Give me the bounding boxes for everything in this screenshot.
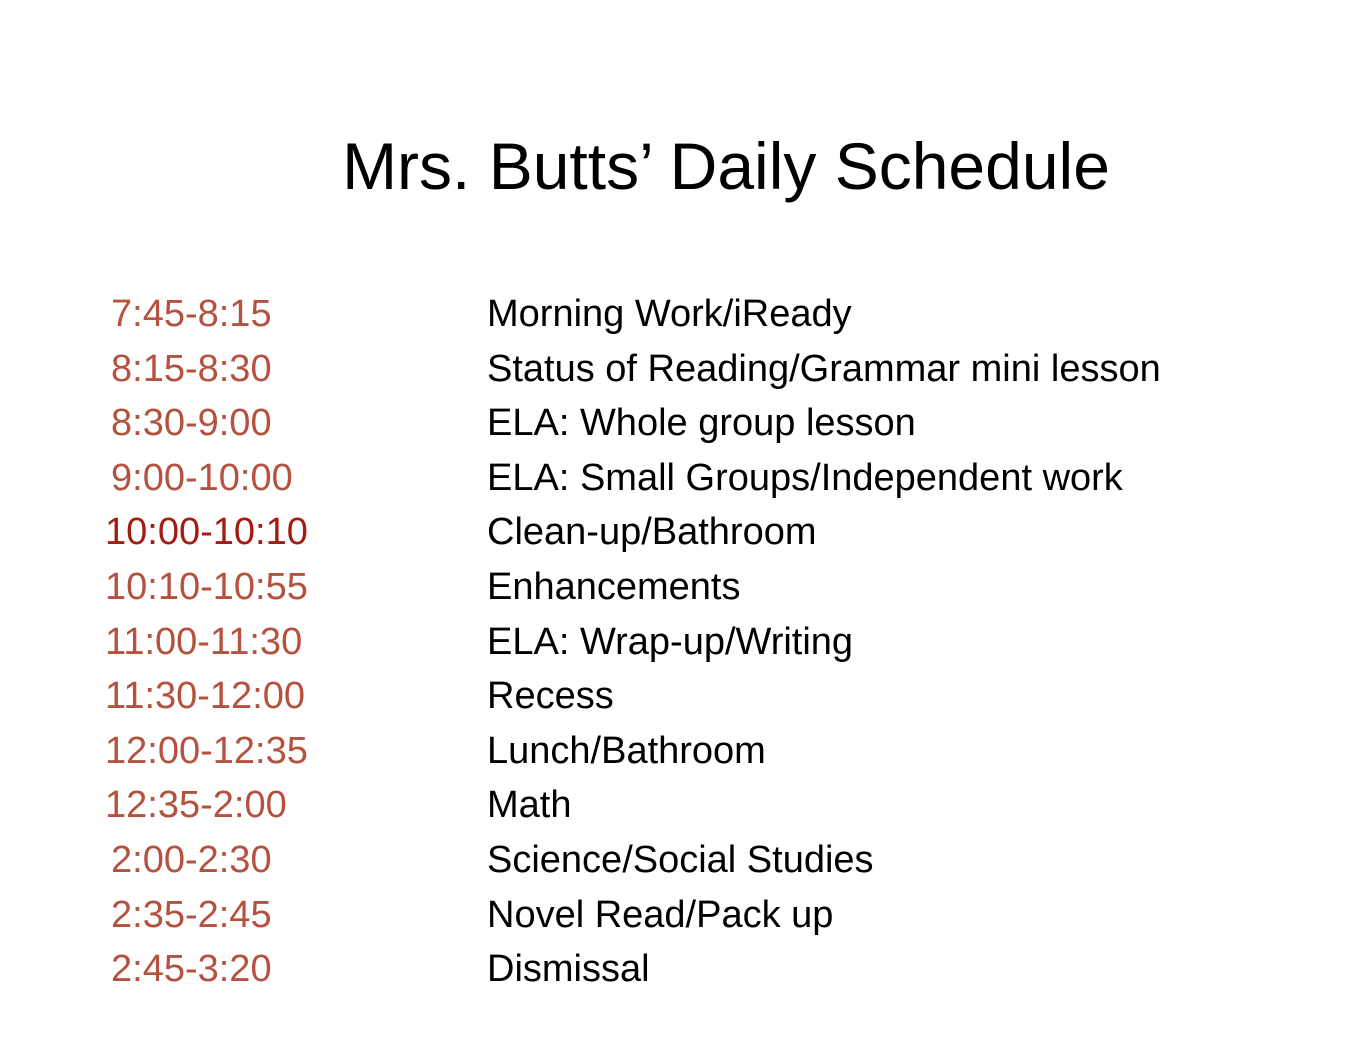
activity-label: Status of Reading/Grammar mini lesson [487,347,1161,390]
schedule-list [0,287,1372,997]
activity-label: Math [487,784,572,827]
schedule-row [0,615,1372,670]
time-slot: 2:00-2:30 [111,838,272,881]
time-slot: 2:45-3:20 [111,948,272,991]
time-slot: 11:00-11:30 [105,620,303,663]
activity-label: Novel Read/Pack up [487,893,834,936]
schedule-row [0,778,1372,833]
time-slot: 7:45-8:15 [111,293,272,335]
activity-label: Lunch/Bathroom [487,729,766,772]
schedule-row [0,396,1372,451]
activity-label: Science/Social Studies [487,838,874,881]
page-title: Mrs. Butts’ Daily Schedule [342,129,1110,203]
schedule-row [0,833,1372,888]
time-slot: 11:30-12:00 [105,675,306,718]
activity-label: Morning Work/iReady [487,293,852,335]
schedule-row [0,287,1372,342]
activity-label: Dismissal [487,948,650,991]
activity-label: Recess [487,675,614,718]
time-slot: 2:35-2:45 [111,893,272,936]
activity-label: ELA: Whole group lesson [487,402,916,445]
time-slot: 8:30-9:00 [111,402,272,445]
activity-label: ELA: Wrap-up/Writing [487,620,854,663]
activity-label: Clean-up/Bathroom [487,511,817,554]
activity-label: ELA: Small Groups/Independent work [487,456,1123,499]
schedule-row [0,942,1372,997]
schedule-row [0,669,1372,724]
time-slot: 12:35-2:00 [105,784,287,827]
schedule-row [0,724,1372,779]
time-slot: 10:00-10:10 [105,511,308,554]
time-slot: 10:10-10:55 [105,565,308,608]
time-slot: 8:15-8:30 [111,347,272,390]
time-slot: 9:00-10:00 [111,456,293,499]
schedule-row [0,888,1372,943]
schedule-row [0,505,1372,560]
schedule-row [0,342,1372,397]
time-slot: 12:00-12:35 [105,729,308,772]
activity-label: Enhancements [487,565,741,608]
schedule-row [0,560,1372,615]
schedule-row [0,451,1372,506]
